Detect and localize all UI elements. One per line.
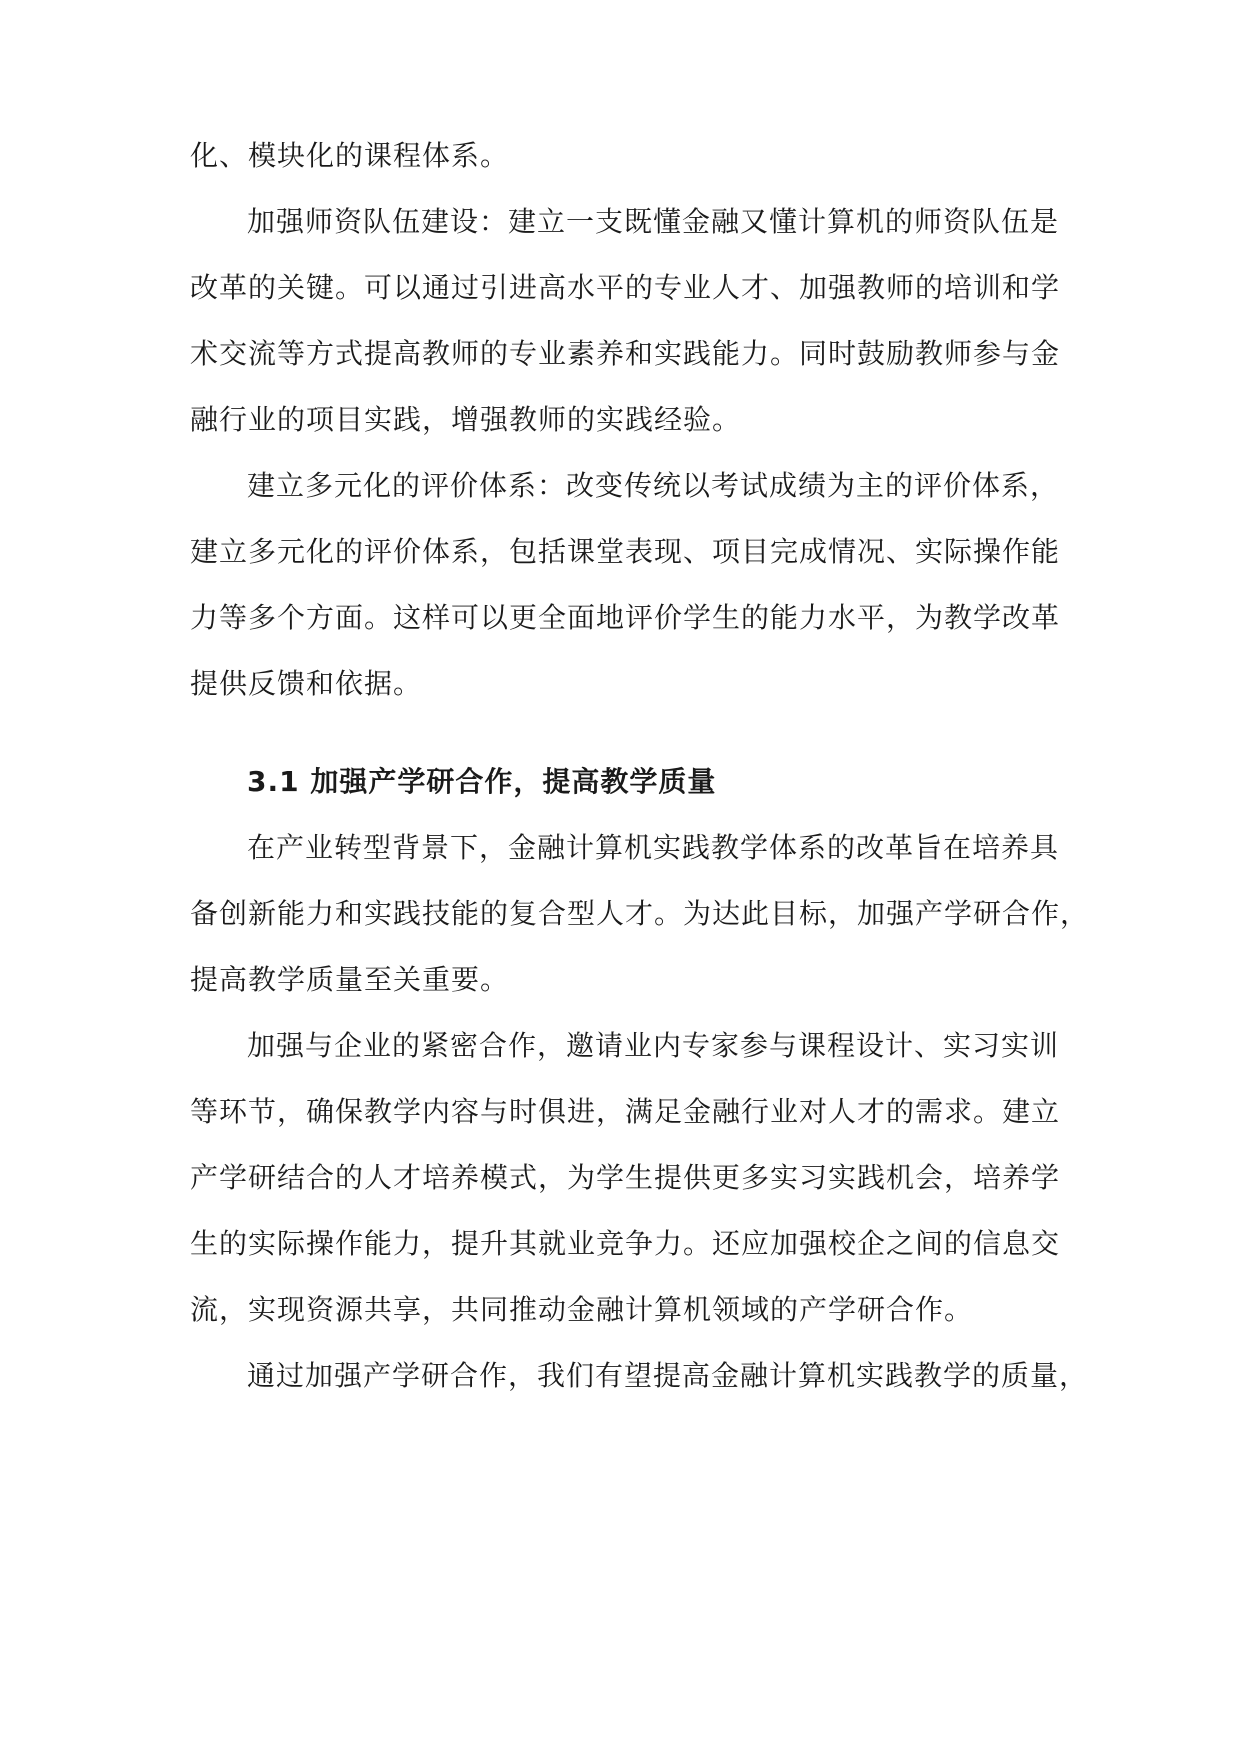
paragraph-line: 等环节，确保教学内容与时俱进，满足金融行业对人才的需求。建立 <box>190 1095 1061 1128</box>
paragraph-line: 力等多个方面。这样可以更全面地评价学生的能力水平，为教学改革 <box>190 601 1061 634</box>
paragraph-line: 建立多元化的评价体系，包括课堂表现、项目完成情况、实际操作能 <box>190 535 1061 568</box>
paragraph-line: 备创新能力和实践技能的复合型人才。为达此目标，加强产学研合作， <box>190 897 1090 930</box>
paragraph-line: 加强与企业的紧密合作，邀请业内专家参与课程设计、实习实训 <box>247 1029 1060 1062</box>
paragraph-line: 改革的关键。可以通过引进高水平的专业人才、加强教师的培训和学 <box>190 271 1061 304</box>
paragraph-line: 流，实现资源共享，共同推动金融计算机领域的产学研合作。 <box>190 1293 974 1326</box>
paragraph-line: 术交流等方式提高教师的专业素养和实践能力。同时鼓励教师参与金 <box>190 337 1061 370</box>
paragraph-line: 化、模块化的课程体系。 <box>190 139 510 172</box>
paragraph-line: 提高教学质量至关重要。 <box>190 963 510 996</box>
paragraph-line: 提供反馈和依据。 <box>190 667 423 700</box>
paragraph-line: 建立多元化的评价体系：改变传统以考试成绩为主的评价体系， <box>247 469 1060 502</box>
paragraph-line: 通过加强产学研合作，我们有望提高金融计算机实践教学的质量， <box>247 1359 1089 1392</box>
paragraph-line: 生的实际操作能力，提升其就业竞争力。还应加强校企之间的信息交 <box>190 1227 1061 1260</box>
paragraph-line: 融行业的项目实践，增强教师的实践经验。 <box>190 403 742 436</box>
paragraph-line: 产学研结合的人才培养模式，为学生提供更多实习实践机会，培养学 <box>190 1161 1061 1194</box>
paragraph-line: 在产业转型背景下，金融计算机实践教学体系的改革旨在培养具 <box>247 831 1060 864</box>
section-heading: 3.1 加强产学研合作，提高教学质量 <box>247 765 717 798</box>
paragraph-line: 加强师资队伍建设：建立一支既懂金融又懂计算机的师资队伍是 <box>247 205 1060 238</box>
